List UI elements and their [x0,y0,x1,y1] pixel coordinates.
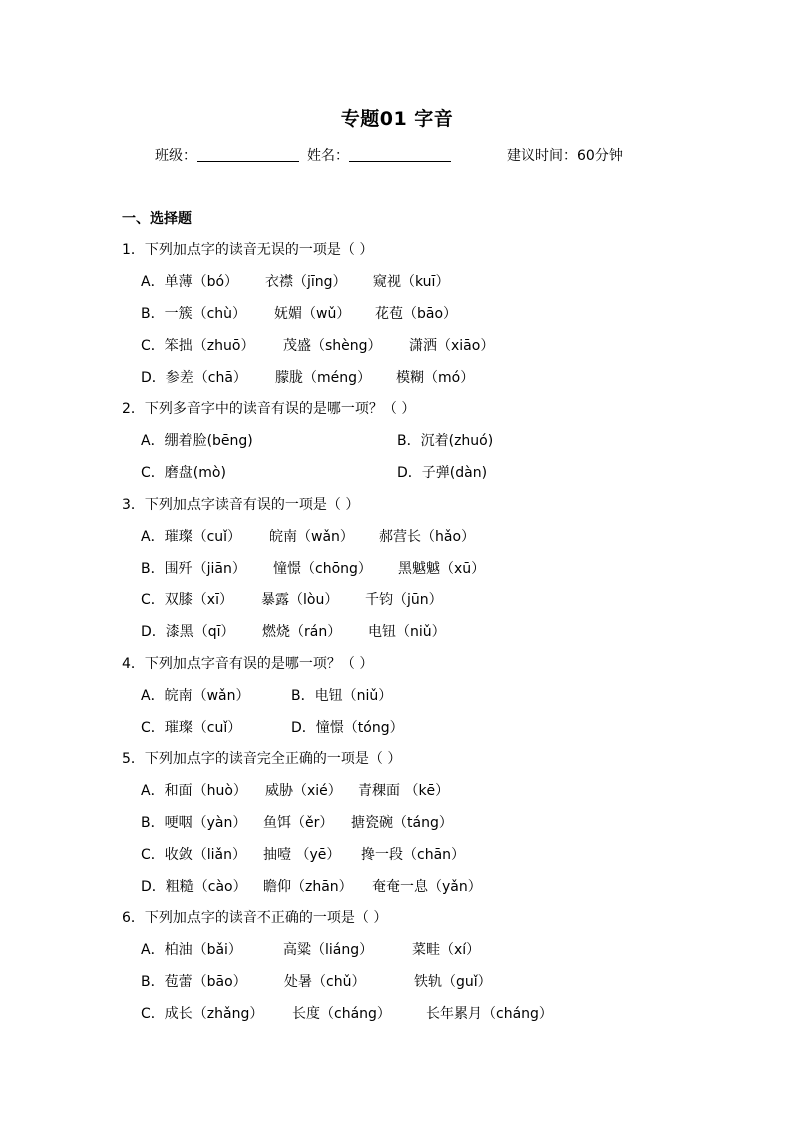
option-letter: A． [141,529,165,545]
option-item: 衣襟（jīng） [265,274,347,290]
class-label: 班级： [155,148,197,164]
option-item: 燃烧（rán） [262,624,342,640]
option-letter: B． [291,688,315,704]
option-letter: C． [141,720,165,736]
option-item: 璀璨（cuǐ） [164,529,242,545]
option-item: 苞蕾（bāo） [164,974,247,990]
option-letter: A． [141,942,165,958]
option-item: 处暑（chǔ） [284,974,366,990]
page-title: 专题01 字音 [340,108,454,130]
option-item: 长年累月（cháng） [426,1006,553,1022]
option-item: 鱼饵（ěr） [263,815,334,831]
option-item: 璀璨（cuǐ） [164,720,242,736]
option-item: 长度（cháng） [292,1006,391,1022]
option-item: 茂盛（shèng） [283,338,382,354]
option-item: 粗糙（cào） [165,879,247,895]
option-letter: B． [141,306,165,322]
suggested-time: 建议时间：60分钟 [507,148,623,164]
option-item: 潇洒（xiāo） [409,338,495,354]
option-letter: A． [141,433,165,449]
option-item: 绷着脸(bēng) [164,433,253,449]
option-item: 漆黑（qī） [165,624,235,640]
option-item: 朦胧（méng） [275,370,372,386]
option-letter: B． [141,561,165,577]
option-letter: B． [141,815,165,831]
option-item: 铁轨（guǐ） [414,974,492,990]
option-letter: C． [141,847,165,863]
option-item: 柏油（bǎi） [164,942,242,958]
option-item: 皖南（wǎn） [269,529,354,545]
class-field [155,145,299,165]
option-item: 搪瓷碗（táng） [351,815,453,831]
option-item: 磨盘(mò) [164,465,226,481]
option-letter: A． [141,783,165,799]
option-item: 哽咽（yàn） [164,815,247,831]
option-letter: B． [397,433,421,449]
question-6-stem: 6．下列加点字的读音不正确的一项是（ ） [122,910,388,926]
option-item: 单薄（bó） [164,274,239,290]
option-item: 笨拙（zhuō） [164,338,255,354]
option-item: 憧憬（chōng） [273,561,372,577]
option-item: 沉着(zhuó) [420,433,494,449]
option-item: 花苞（bāo） [375,306,458,322]
option-letter: C． [141,338,165,354]
option-item: 黑魆魆（xū） [398,561,486,577]
question-2-stem: 2．下列多音字中的读音有误的是哪一项？（ ） [122,401,416,417]
class-blank [197,147,299,162]
option-letter: B． [141,974,165,990]
option-item: 子弹(dàn) [421,465,488,481]
option-item: 收敛（liǎn） [164,847,247,863]
option-letter: D． [141,879,166,895]
option-letter: C． [141,1006,165,1022]
option-item: 和面（huò） [164,783,247,799]
option-letter: A． [141,274,165,290]
option-item: 搀一段（chān） [361,847,466,863]
option-letter: C． [141,465,165,481]
option-item: 成长（zhǎng） [164,1006,264,1022]
option-item: 暴露（lòu） [261,592,339,608]
option-item: 抽噎 （yē） [263,847,341,863]
name-field [307,145,451,165]
option-item: 双膝（xī） [164,592,233,608]
option-letter: D． [141,624,166,640]
option-item: 妩媚（wǔ） [274,306,351,322]
option-item: 电钮（niǔ） [368,624,446,640]
question-5-stem: 5．下列加点字的读音完全正确的一项是（ ） [122,751,402,767]
option-item: 皖南（wǎn） [164,688,250,704]
option-item: 电钮（niǔ） [314,688,393,704]
option-letter: C． [141,592,165,608]
option-item: 参差（chā） [165,370,247,386]
option-item: 憧憬（tóng） [315,720,404,736]
section-heading: 一、选择题 [122,211,192,227]
option-item: 模糊（mó） [396,370,475,386]
option-item: 千钧（jūn） [365,592,443,608]
option-letter: D． [397,465,422,481]
option-item: 围歼（jiān） [164,561,246,577]
option-item: 郝营长（hǎo） [379,529,476,545]
question-4-stem: 4．下列加点字音有误的是哪一项？（ ） [122,656,374,672]
option-item: 高粱（liáng） [283,942,374,958]
question-1-stem: 1．下列加点字的读音无误的一项是（ ） [122,242,374,258]
option-letter: A． [141,688,165,704]
option-item: 威胁（xié） [265,783,342,799]
option-item: 瞻仰（zhān） [263,879,353,895]
option-item: 青稞面 （kē） [358,783,450,799]
option-item: 一簇（chù） [164,306,247,322]
question-3-stem: 3．下列加点字读音有误的一项是（ ） [122,497,360,513]
option-item: 窥视（kuī） [373,274,450,290]
name-blank [349,147,451,162]
option-item: 奄奄一息（yǎn） [372,879,482,895]
option-item: 菜畦（xí） [412,942,481,958]
option-letter: D． [141,370,166,386]
name-label: 姓名： [307,148,349,164]
option-letter: D． [291,720,316,736]
